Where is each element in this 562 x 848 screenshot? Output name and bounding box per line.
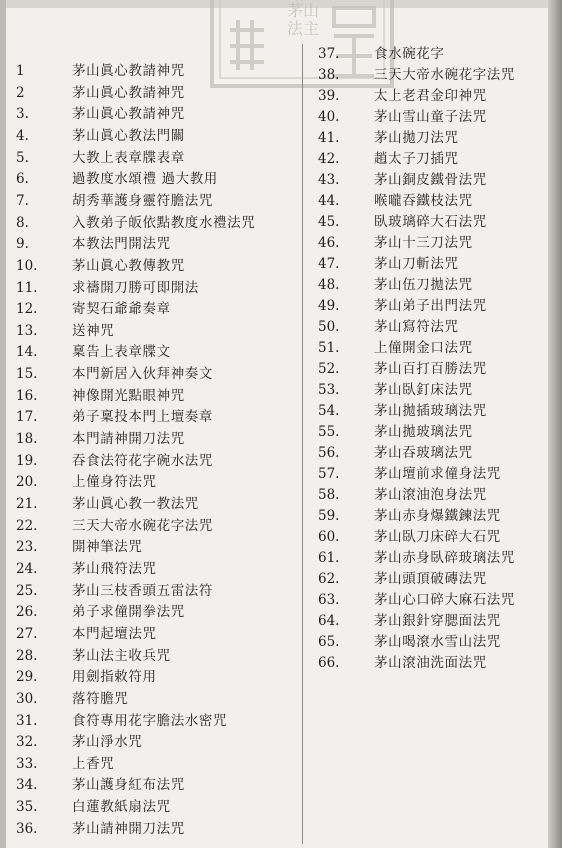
toc-entry-number: 9.	[16, 236, 29, 253]
toc-entry-title: 茅山眞心教請神咒	[72, 63, 185, 79]
toc-entry-title: 茅山拋玻璃法咒	[374, 424, 473, 440]
toc-entry-title: 求禱開刀勝可即開法	[72, 279, 199, 296]
toc-entry-title: 開神筆法咒	[72, 539, 143, 556]
toc-entry-title: 上僮開金口法咒	[374, 340, 473, 356]
toc-entry-title: 茅山心口碎大麻石法咒	[374, 592, 515, 608]
toc-entry-number: 3.	[16, 106, 29, 123]
toc-entry-number: 19.	[16, 452, 38, 469]
toc-entry-number: 40.	[318, 109, 340, 125]
toc-entry-title: 茅山眞心教法門關	[72, 127, 185, 144]
toc-entry-number: 32.	[16, 734, 38, 751]
page-right-edge	[548, 0, 562, 848]
toc-entry-number: 48.	[318, 277, 340, 293]
toc-entry-number: 34.	[16, 777, 38, 794]
toc-entry-title: 三天大帝水碗花字法咒	[72, 517, 213, 534]
toc-entry-number: 33.	[16, 755, 38, 772]
toc-entry-number: 37.	[318, 46, 340, 62]
toc-entry-number: 60.	[318, 529, 340, 545]
toc-entry-title: 茅山壇前求僮身法咒	[374, 466, 501, 482]
toc-entry-number: 51.	[318, 340, 340, 356]
toc-entry-number: 50.	[318, 319, 340, 335]
toc-entry-title: 茅山請神開刀法咒	[72, 820, 185, 837]
toc-entry-number: 49.	[318, 298, 340, 314]
toc-entry-title: 茅山寫符法咒	[374, 319, 459, 335]
toc-entry-title: 喉嚨吞鐵枝法咒	[374, 193, 473, 209]
toc-entry-title: 茅山滾油泡身法咒	[374, 487, 487, 503]
toc-entry-number: 29.	[16, 669, 38, 686]
toc-entry-title: 食符專用花字膽法水密咒	[72, 712, 228, 729]
toc-entry-title: 白蓮教紙扇法咒	[72, 799, 171, 816]
toc-entry-title: 送神咒	[72, 322, 115, 339]
toc-entry-title: 茅山三枝香頭五雷法符	[72, 582, 213, 599]
toc-entry-title: 太上老君金印神咒	[374, 88, 487, 104]
toc-entry-number: 36.	[16, 820, 38, 837]
toc-entry-title: 寄契石爺爺奏章	[72, 301, 171, 318]
toc-entry-number: 17.	[16, 409, 38, 426]
toc-entry-number: 12.	[16, 301, 38, 318]
toc-entry-title: 茅山臥釘床法咒	[374, 382, 473, 398]
toc-entry-title: 茅山頭頂破磚法咒	[374, 571, 487, 587]
toc-entry-title: 茅山眞心教傳教咒	[72, 257, 185, 274]
toc-entry-number: 21.	[16, 496, 38, 512]
toc-entry-title: 弟子稟投本門上壇奏章	[72, 409, 213, 426]
toc-entry-title: 本門新居入伙拜神奏文	[72, 366, 213, 383]
toc-entry-title: 趙太子刀插咒	[374, 151, 459, 167]
toc-entry-number: 6.	[16, 171, 29, 188]
toc-entry-number: 31.	[16, 712, 38, 729]
toc-entry-title: 臥玻璃碎大石法咒	[374, 214, 487, 230]
toc-entry-number: 2	[16, 84, 25, 101]
toc-entry-number: 44.	[318, 193, 340, 209]
toc-entry-number: 57.	[318, 466, 340, 482]
seal-text: 茅山法主	[286, 1, 319, 38]
toc-entry-title: 茅山刀斬法咒	[374, 256, 459, 272]
toc-entry-title: 稟告上表章牒文	[72, 344, 171, 361]
toc-entry-number: 41.	[318, 130, 340, 146]
toc-entry-title: 茅山伍刀拋法咒	[374, 277, 473, 293]
toc-entry-number: 66.	[318, 655, 340, 671]
toc-entry-number: 14.	[16, 344, 38, 361]
toc-entry-title: 落符膽咒	[72, 690, 129, 707]
toc-entry-number: 42.	[318, 151, 340, 167]
toc-entry-title: 本教法門開法咒	[72, 236, 171, 253]
toc-entry-number: 22.	[16, 517, 38, 534]
column-divider	[302, 44, 303, 844]
toc-entry-title: 本門起壇法咒	[72, 625, 157, 642]
toc-entry-number: 27.	[16, 625, 38, 642]
toc-entry-number: 15.	[16, 366, 38, 383]
toc-entry-number: 28.	[16, 647, 38, 664]
toc-entry-title: 茅山銀針穿腮面法咒	[374, 613, 501, 629]
toc-entry-title: 本門請神開刀法咒	[72, 431, 185, 448]
toc-entry-number: 35.	[16, 799, 38, 816]
toc-entry-number: 8.	[16, 214, 29, 231]
toc-entry-title: 茅山十三刀法咒	[374, 235, 473, 251]
toc-entry-number: 10.	[16, 257, 38, 274]
toc-entry-number: 47.	[318, 256, 340, 272]
toc-entry-number: 61.	[318, 550, 340, 566]
toc-entry-title: 茅山吞玻璃法咒	[374, 445, 473, 461]
toc-entry-title: 茅山淨水咒	[72, 734, 143, 751]
toc-entry-title: 茅山百打百勝法咒	[374, 361, 487, 377]
toc-entry-title: 茅山臥刀床碎大石咒	[374, 529, 501, 545]
toc-entry-title: 茅山眞心教請神咒	[72, 106, 185, 123]
toc-entry-number: 24.	[16, 560, 38, 577]
toc-entry-number: 46.	[318, 235, 340, 251]
toc-entry-title: 茅山拋刀法咒	[374, 130, 459, 146]
toc-entry-title: 用劍指敕符用	[72, 669, 157, 686]
page-left-edge	[0, 0, 6, 848]
toc-entry-title: 吞食法符花字碗水法咒	[72, 452, 213, 469]
toc-entry-number: 38.	[318, 67, 340, 83]
toc-entry-title: 茅山滾油洗面法咒	[374, 655, 487, 671]
toc-entry-number: 4.	[16, 127, 29, 144]
toc-entry-number: 65.	[318, 634, 340, 650]
toc-entry-number: 43.	[318, 172, 340, 188]
toc-entry-title: 三天大帝水碗花字法咒	[374, 67, 515, 83]
toc-entry-title: 茅山銅皮鐵骨法咒	[374, 172, 487, 188]
toc-entry-number: 20.	[16, 474, 38, 491]
toc-entry-number: 30.	[16, 690, 38, 707]
toc-entry-number: 13.	[16, 322, 38, 339]
toc-entry-number: 26.	[16, 604, 38, 621]
toc-entry-number: 7.	[16, 192, 29, 209]
toc-entry-title: 茅山拋插玻璃法咒	[374, 403, 487, 419]
toc-entry-number: 23.	[16, 539, 38, 556]
toc-entry-title: 茅山眞心教一教法咒	[72, 496, 199, 512]
toc-entry-title: 茅山飛符法咒	[72, 560, 157, 577]
toc-entry-number: 55.	[318, 424, 340, 440]
toc-entry-title: 茅山弟子出門法咒	[374, 298, 487, 314]
toc-entry-title: 茅山喝滾水雪山法咒	[374, 634, 501, 650]
toc-entry-title: 過教度水頌禮 過大教用	[72, 171, 218, 188]
toc-entry-number: 39.	[318, 88, 340, 104]
toc-entry-number: 18.	[16, 431, 38, 448]
toc-entry-title: 茅山雪山童子法咒	[374, 109, 487, 125]
toc-entry-title: 大教上表章牒表章	[72, 149, 185, 166]
toc-entry-title: 胡秀華護身靈符膽法咒	[72, 192, 213, 209]
toc-entry-number: 53.	[318, 382, 340, 398]
toc-entry-title: 上僮身符法咒	[72, 474, 157, 491]
toc-entry-number: 16.	[16, 387, 38, 404]
toc-entry-number: 11.	[16, 279, 38, 296]
toc-entry-title: 食水碗花字	[374, 46, 445, 62]
toc-entry-number: 63.	[318, 592, 340, 608]
toc-entry-number: 59.	[318, 508, 340, 524]
toc-entry-number: 56.	[318, 445, 340, 461]
toc-entry-number: 54.	[318, 403, 340, 419]
toc-entry-number: 1	[16, 63, 25, 79]
toc-entry-number: 64.	[318, 613, 340, 629]
toc-entry-title: 茅山赤身臥碎玻璃法咒	[374, 550, 515, 566]
toc-entry-title: 茅山護身紅布法咒	[72, 777, 185, 794]
toc-entry-number: 52.	[318, 361, 340, 377]
toc-entry-title: 茅山眞心教請神咒	[72, 84, 185, 101]
toc-entry-title: 茅山法主收兵咒	[72, 647, 171, 664]
toc-entry-number: 58.	[318, 487, 340, 503]
toc-entry-number: 62.	[318, 571, 340, 587]
toc-entry-title: 神像開光點眼神咒	[72, 387, 185, 404]
toc-entry-number: 5.	[16, 149, 29, 166]
toc-entry-title: 茅山赤身爆鐵鍊法咒	[374, 508, 501, 524]
toc-entry-number: 45.	[318, 214, 340, 230]
toc-entry-title: 上香咒	[72, 755, 115, 772]
toc-entry-number: 25.	[16, 582, 38, 599]
toc-entry-title: 弟子求僮開拳法咒	[72, 604, 185, 621]
toc-entry-title: 入教弟子皈依點教度水禮法咒	[72, 214, 256, 231]
